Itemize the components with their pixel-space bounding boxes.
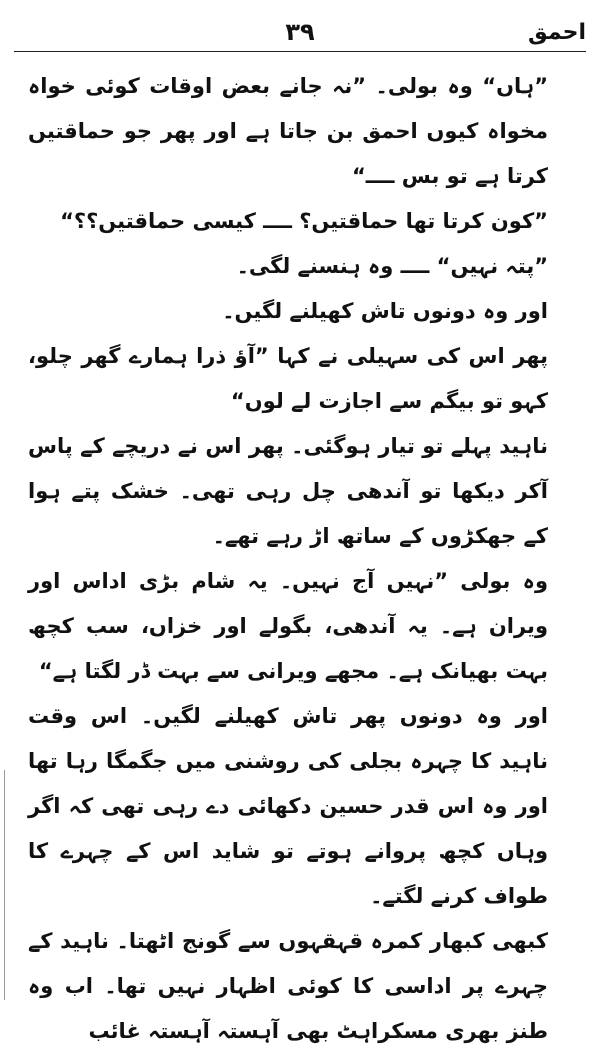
header-rule (14, 51, 586, 52)
paragraph-5: پھر اس کی سہیلی نے کہا ”آؤ ذرا ہمارے گھر چلو، کہو تو بیگم سے اجازت لے لوں“ (28, 344, 548, 413)
paragraph-4: اور وہ دونوں تاش کھیلنے لگیں۔ (222, 299, 548, 323)
paragraph-8: اور وہ دونوں پھر تاش کھیلنے لگیں۔ اس وقت ناہید کا چہرہ بجلی کی روشنی میں جگمگا رہا تھا اور وہ اس قدر حسین دکھائی دے رہی تھی کہ اگر وہاں کچھ پروانے ہوتے تو شاید اس کے چہرے کا طواف کرنے لگتے۔ (28, 704, 548, 908)
paragraph-2: ”کون کرتا تھا حماقتیں؟ ــــ کیسی حماقتیں؟؟“ (60, 209, 548, 233)
scan-margin-line (4, 770, 5, 1000)
paragraph-7: وہ بولی ”نہیں آج نہیں۔ یہ شام بڑی اداس اور ویران ہے۔ یہ آندھی، بگولے اور خزاں، سب کچھ بہت بھیانک ہے۔ مجھے ویرانی سے بہت ڈر لگتا ہے“ (28, 569, 548, 683)
page-number: ۳۹ (285, 18, 315, 46)
running-title: احمق (528, 20, 586, 45)
page-body (28, 64, 578, 1054)
paragraph-3: ”پتہ نہیں“ ــــ وہ ہنسنے لگی۔ (236, 254, 548, 278)
paragraph-1: ”ہاں“ وہ بولی۔ ”نہ جانے بعض اوقات کوئی خواہ مخواہ کیوں احمق بن جاتا ہے اور پھر جو حماقتیں کرتا ہے تو بس ــــ“ (28, 74, 548, 188)
page-header (14, 18, 586, 52)
paragraph-6: ناہید پہلے تو تیار ہوگئی۔ پھر اس نے دریچے کے پاس آکر دیکھا تو آندھی چل رہی تھی۔ خشک پتے ہوا کے جھکڑوں کے ساتھ اڑ رہے تھے۔ (28, 434, 548, 548)
paragraph-9: کبھی کبھار کمرہ قہقہوں سے گونج اٹھتا۔ ناہید کے چہرے پر اداسی کا کوئی اظہار نہیں تھا۔ اب وہ طنز بھری مسکراہٹ بھی آہستہ آہستہ غائب (28, 929, 548, 1043)
